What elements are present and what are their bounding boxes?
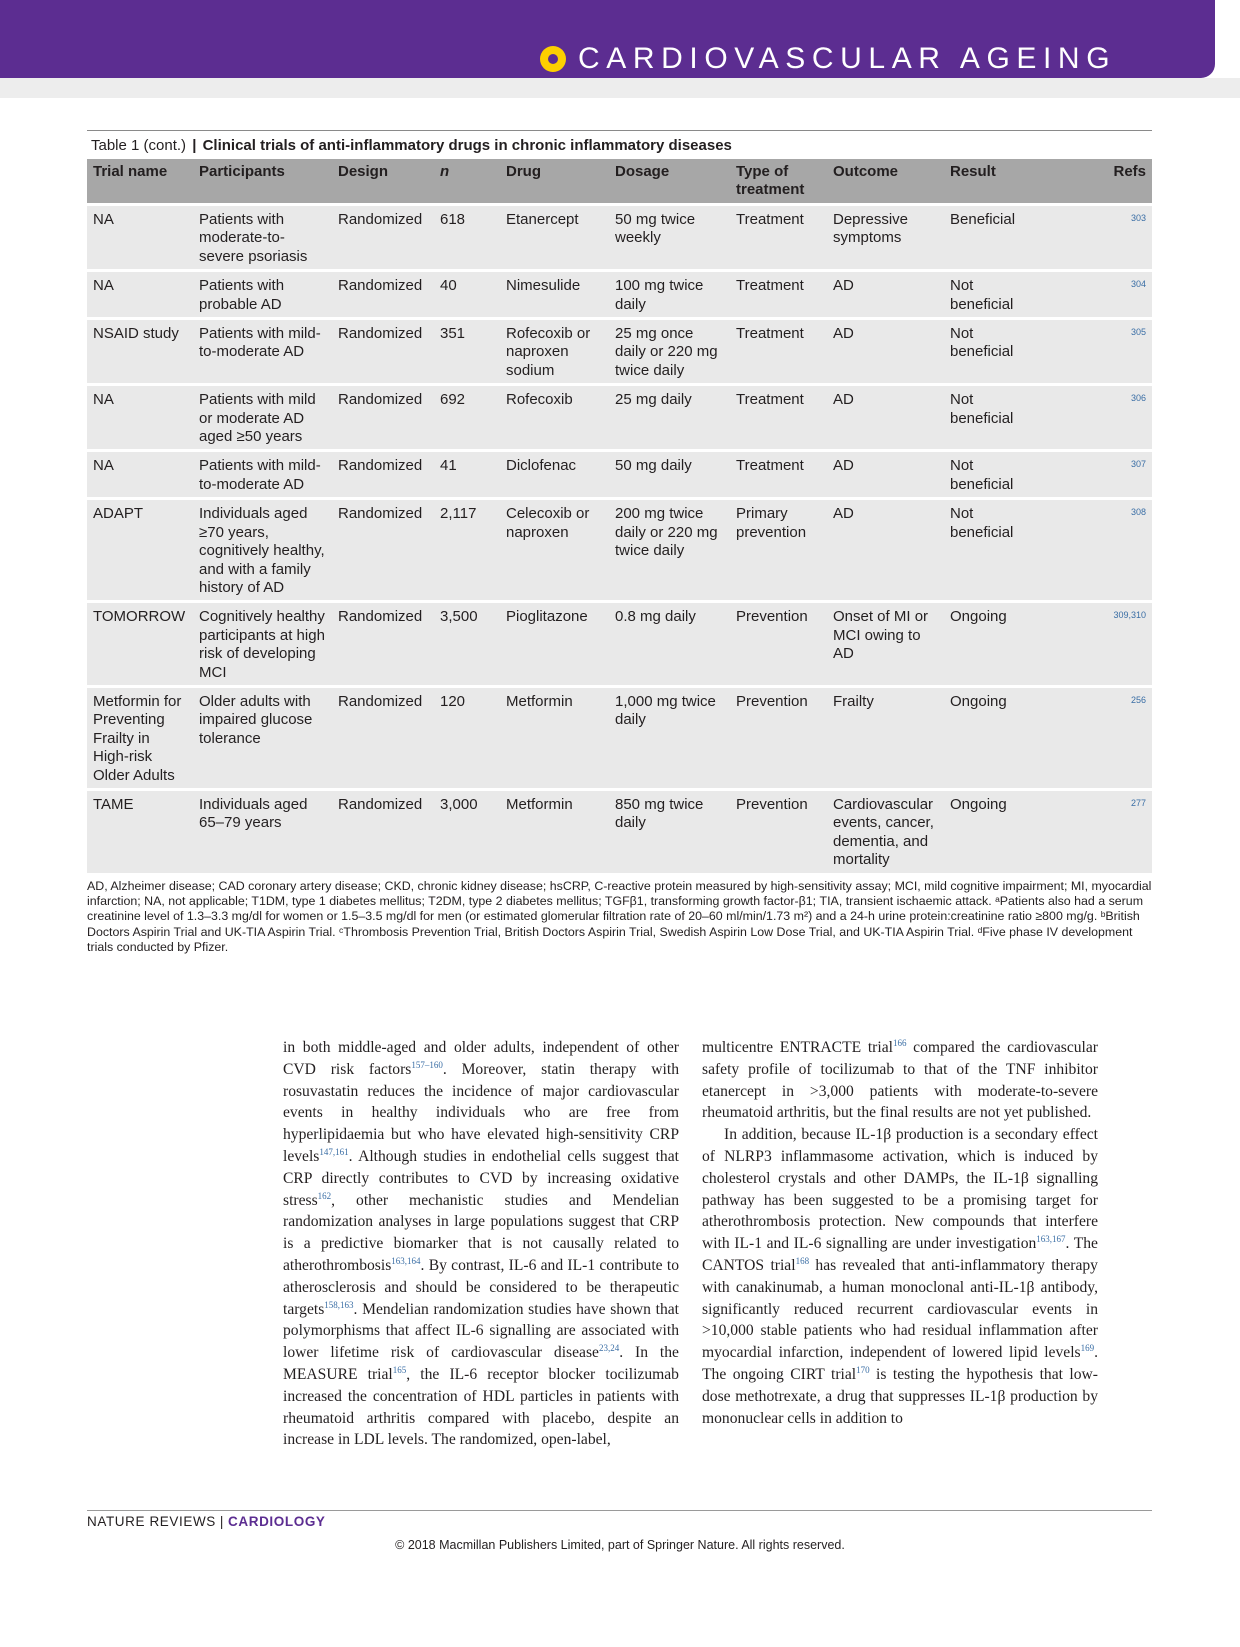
table-cell: AD — [827, 319, 944, 385]
reference-link[interactable]: 307 — [1034, 451, 1152, 499]
reference-link[interactable]: 303 — [1034, 205, 1152, 271]
journal-separator: | — [219, 1514, 225, 1529]
clinical-trials-table — [87, 159, 1152, 873]
column-header: n — [434, 159, 500, 205]
table-cell: 41 — [434, 451, 500, 499]
table-cell: Ongoing — [944, 602, 1034, 687]
body-text: is testing the hypothesis that low-dose methotrexate, a drug that suppresses IL-1β production by mononuclear cells in addition to — [702, 1365, 1098, 1427]
table-cell: TAME — [87, 789, 193, 872]
citation-link[interactable]: 168 — [795, 1255, 810, 1266]
citation-link[interactable]: 170 — [856, 1364, 870, 1375]
table-cell: Not beneficial — [944, 319, 1034, 385]
body-text: . Although studies in endothelial cells suggest that CRP directly contributes to CVD by increasing oxidative stress — [283, 1147, 679, 1209]
target-circle-icon — [540, 46, 566, 72]
citation-link[interactable]: 165 — [392, 1364, 407, 1375]
body-text: . The CANTOS trial — [702, 1235, 1098, 1274]
table-cell: 100 mg twice daily — [609, 271, 730, 319]
table-cell: Individuals aged 65–79 years — [193, 789, 332, 872]
table-cell: 2,117 — [434, 499, 500, 602]
table-row — [87, 686, 1152, 789]
citation-link[interactable]: 23,24 — [598, 1343, 620, 1354]
table-cell: Ongoing — [944, 789, 1034, 872]
table-cell: Onset of MI or MCI owing to AD — [827, 602, 944, 687]
table-cell: Patients with moderate-to-severe psoriasis — [193, 205, 332, 271]
journal-name: NATURE REVIEWS — [87, 1514, 216, 1529]
section-banner — [0, 0, 1215, 78]
table-cell: Treatment — [730, 319, 827, 385]
table-cell: Pioglitazone — [500, 602, 609, 687]
table-cell: Rofecoxib — [500, 385, 609, 451]
table-header-row — [87, 159, 1152, 205]
citation-link[interactable]: 169 — [1080, 1343, 1095, 1354]
citation-link[interactable]: 158,163 — [324, 1299, 354, 1310]
table-cell: Frailty — [827, 686, 944, 789]
table-cell: Treatment — [730, 205, 827, 271]
table-cell: AD — [827, 385, 944, 451]
table-cell: NA — [87, 385, 193, 451]
table-cell: Etanercept — [500, 205, 609, 271]
citation-link[interactable]: 162 — [317, 1190, 332, 1201]
reference-link[interactable]: 306 — [1034, 385, 1152, 451]
footer-divider — [87, 1510, 1152, 1511]
table-cell: Randomized — [332, 319, 434, 385]
table-cell: 50 mg twice weekly — [609, 205, 730, 271]
table-cell: Patients with mild-to-moderate AD — [193, 451, 332, 499]
table-cell: Metformin — [500, 686, 609, 789]
body-text: In addition, because IL-1β production is a secondary effect of NLRP3 inflammasome activation, which is induced by cholesterol crystals and other DAMPs, the IL-1β signalling pathway has been suggested to be a promising target for atherothrombosis protection. New compounds that interfere with IL-1 and IL-6 signalling are under investigation — [702, 1126, 1098, 1253]
table-cell: Prevention — [730, 686, 827, 789]
table-cell: Older adults with impaired glucose tolerance — [193, 686, 332, 789]
table-cell: Primary prevention — [730, 499, 827, 602]
table-cell: Depressive symptoms — [827, 205, 944, 271]
table-cell: NA — [87, 451, 193, 499]
table-cell: NSAID study — [87, 319, 193, 385]
table-cell: Randomized — [332, 385, 434, 451]
table-cell: NA — [87, 205, 193, 271]
table-cell: TOMORROW — [87, 602, 193, 687]
reference-link[interactable]: 256 — [1034, 686, 1152, 789]
table-cell: Ongoing — [944, 686, 1034, 789]
reference-link[interactable]: 305 — [1034, 319, 1152, 385]
table-cell: NA — [87, 271, 193, 319]
table-cell: 692 — [434, 385, 500, 451]
table-cell: Randomized — [332, 602, 434, 687]
body-column-right — [702, 1037, 1098, 1429]
table-cell: Cognitively healthy participants at high risk of developing MCI — [193, 602, 332, 687]
column-header: Design — [332, 159, 434, 205]
table-cell: Metformin — [500, 789, 609, 872]
column-header: Participants — [193, 159, 332, 205]
body-paragraph — [702, 1124, 1098, 1429]
table-cell: Beneficial — [944, 205, 1034, 271]
column-header: Trial name — [87, 159, 193, 205]
table-row — [87, 319, 1152, 385]
section-title: CARDIOVASCULAR AGEING — [578, 42, 1117, 75]
column-header: Drug — [500, 159, 609, 205]
table-footnote: AD, Alzheimer disease; CAD coronary artery disease; CKD, chronic kidney disease; hsCRP, C-reactive protein measured by high-sensitivity assay; MCI, mild cognitive impairment; MI, myocardial infarction; NA, not applicable; T1DM, type 1 diabetes mellitus; T2DM, type 2 diabetes mellitus; TGFβ1, transforming growth factor-β1; TIA, transient ischaemic attack. ᵃPatients also had a serum creatinine level of 1.3–3.3 mg/dl for women or 1.5–3.5 mg/dl for men (or estimated glomerular filtration rate of 20–60 ml/min/1.73 m²) and a 24-h urine protein:creatinine ratio ≥800 mg/g. ᵇBritish Doctors Aspirin Trial and UK-TIA Aspirin Trial. ᶜThrombosis Prevention Trial, British Doctors Aspirin Trial, Swedish Aspirin Low Dose Trial, and UK-TIA Aspirin Trial. ᵈFive phase IV development trials conducted by Pfizer. — [87, 878, 1152, 955]
table-row — [87, 451, 1152, 499]
body-text: . In the MEASURE trial — [283, 1344, 679, 1383]
column-header: Dosage — [609, 159, 730, 205]
table-cell: Randomized — [332, 686, 434, 789]
table-cell: Randomized — [332, 205, 434, 271]
table-cell: 3,500 — [434, 602, 500, 687]
table-cell: 120 — [434, 686, 500, 789]
table-caption-separator: | — [192, 137, 197, 154]
table-cell: 200 mg twice daily or 220 mg twice daily — [609, 499, 730, 602]
body-text: has revealed that anti-inflammatory therapy with canakinumab, a human monoclonal anti-IL-1β antibody, significantly reduced recurrent cardiovascular events in >10,000 stable patients who had residual inflammation after myocardial infarction, independent of lowered lipid levels — [702, 1256, 1098, 1362]
table-cell: AD — [827, 271, 944, 319]
body-text: compared the cardiovascular safety profile of tocilizumab to that of the TNF inhibitor etanercept in >3,000 patients with moderate-to-severe rheumatoid arthritis, but the final results are not yet published. — [702, 1039, 1098, 1122]
copyright-notice: © 2018 Macmillan Publishers Limited, part of Springer Nature. All rights reserved. — [395, 1538, 845, 1552]
body-text: . Mendelian randomization studies have shown that polymorphisms that affect IL-6 signalling are associated with lower lifetime risk of cardiovascular disease — [283, 1300, 679, 1362]
table-row — [87, 602, 1152, 687]
body-paragraph — [283, 1037, 679, 1451]
table-cell: Individuals aged ≥70 years, cognitively healthy, and with a family history of AD — [193, 499, 332, 602]
table-cell: Not beneficial — [944, 451, 1034, 499]
column-header: Refs — [1034, 159, 1152, 205]
body-text: in both middle-aged and older adults, independent of other CVD risk factors — [283, 1039, 679, 1078]
column-header: Result — [944, 159, 1034, 205]
table-cell: 351 — [434, 319, 500, 385]
table-cell: Not beneficial — [944, 271, 1034, 319]
table-cell: Randomized — [332, 499, 434, 602]
table-cell: Diclofenac — [500, 451, 609, 499]
table-body — [87, 205, 1152, 873]
body-paragraph — [702, 1037, 1098, 1124]
table-cell: 25 mg once daily or 220 mg twice daily — [609, 319, 730, 385]
body-text: . By contrast, IL-6 and IL-1 contribute to atherosclerosis and should be considered to be therapeutic targets — [283, 1256, 679, 1318]
table-row — [87, 789, 1152, 872]
table-cell: 1,000 mg twice daily — [609, 686, 730, 789]
table-cell: 50 mg daily — [609, 451, 730, 499]
table-section — [87, 130, 1152, 956]
table-cell: Patients with mild or moderate AD aged ≥50 years — [193, 385, 332, 451]
table-cell: Randomized — [332, 789, 434, 872]
table-cell: Cardiovascular events, cancer, dementia, and mortality — [827, 789, 944, 872]
table-caption-label: Table 1 (cont.) — [91, 137, 187, 154]
body-column-left — [283, 1037, 679, 1451]
reference-link[interactable]: 277 — [1034, 789, 1152, 872]
table-cell: Prevention — [730, 602, 827, 687]
table-row — [87, 385, 1152, 451]
header-shade — [0, 78, 1240, 98]
table-cell: 850 mg twice daily — [609, 789, 730, 872]
table-row — [87, 499, 1152, 602]
column-header: Type of treatment — [730, 159, 827, 205]
table-cell: AD — [827, 499, 944, 602]
table-cell: ADAPT — [87, 499, 193, 602]
table-cell: Metformin for Preventing Frailty in High-risk Older Adults — [87, 686, 193, 789]
citation-link[interactable]: 163,167 — [1036, 1234, 1066, 1245]
table-cell: 0.8 mg daily — [609, 602, 730, 687]
table-cell: Not beneficial — [944, 385, 1034, 451]
table-row — [87, 205, 1152, 271]
body-text: multicentre ENTRACTE trial — [702, 1039, 893, 1056]
table-row — [87, 271, 1152, 319]
table-cell: Not beneficial — [944, 499, 1034, 602]
table-cell: Treatment — [730, 385, 827, 451]
table-cell: AD — [827, 451, 944, 499]
table-cell: Nimesulide — [500, 271, 609, 319]
journal-section: CARDIOLOGY — [228, 1514, 326, 1529]
table-cell: Treatment — [730, 271, 827, 319]
table-cell: 618 — [434, 205, 500, 271]
column-header: Outcome — [827, 159, 944, 205]
body-text: , other mechanistic studies and Mendelian randomization analyses in large populations suggest that CRP is a predictive biomarker that is not causally related to atherothrombosis — [283, 1191, 679, 1274]
table-cell: 25 mg daily — [609, 385, 730, 451]
reference-link[interactable]: 308 — [1034, 499, 1152, 602]
table-cell: Prevention — [730, 789, 827, 872]
footer-journal — [87, 1514, 326, 1529]
table-cell: Patients with probable AD — [193, 271, 332, 319]
body-text: . Moreover, statin therapy with rosuvastatin reduces the incidence of major cardiovascular events in healthy individuals who are free from hyperlipidaemia but who have elevated high-sensitivity CRP levels — [283, 1060, 679, 1165]
citation-link[interactable]: 147,161 — [319, 1146, 349, 1157]
body-text: . The ongoing CIRT trial — [702, 1344, 1098, 1383]
table-cell: 40 — [434, 271, 500, 319]
table-caption-title: Clinical trials of anti-inflammatory drugs in chronic inflammatory diseases — [202, 137, 732, 154]
citation-link[interactable]: 163,164 — [391, 1255, 421, 1266]
table-cell: Rofecoxib or naproxen sodium — [500, 319, 609, 385]
table-caption — [87, 130, 1152, 159]
table-cell: Randomized — [332, 271, 434, 319]
reference-link[interactable]: 309,310 — [1034, 602, 1152, 687]
table-cell: Randomized — [332, 451, 434, 499]
citation-link[interactable]: 157–160 — [411, 1059, 443, 1070]
body-text: , the IL-6 receptor blocker tocilizumab increased the concentration of HDL particles in patients with rheumatoid arthritis compared with placebo, despite an increase in LDL levels. The randomized, open-label, — [283, 1365, 679, 1449]
table-cell: Treatment — [730, 451, 827, 499]
reference-link[interactable]: 304 — [1034, 271, 1152, 319]
table-cell: Patients with mild-to-moderate AD — [193, 319, 332, 385]
table-cell: 3,000 — [434, 789, 500, 872]
table-cell: Celecoxib or naproxen — [500, 499, 609, 602]
citation-link[interactable]: 166 — [892, 1038, 907, 1048]
